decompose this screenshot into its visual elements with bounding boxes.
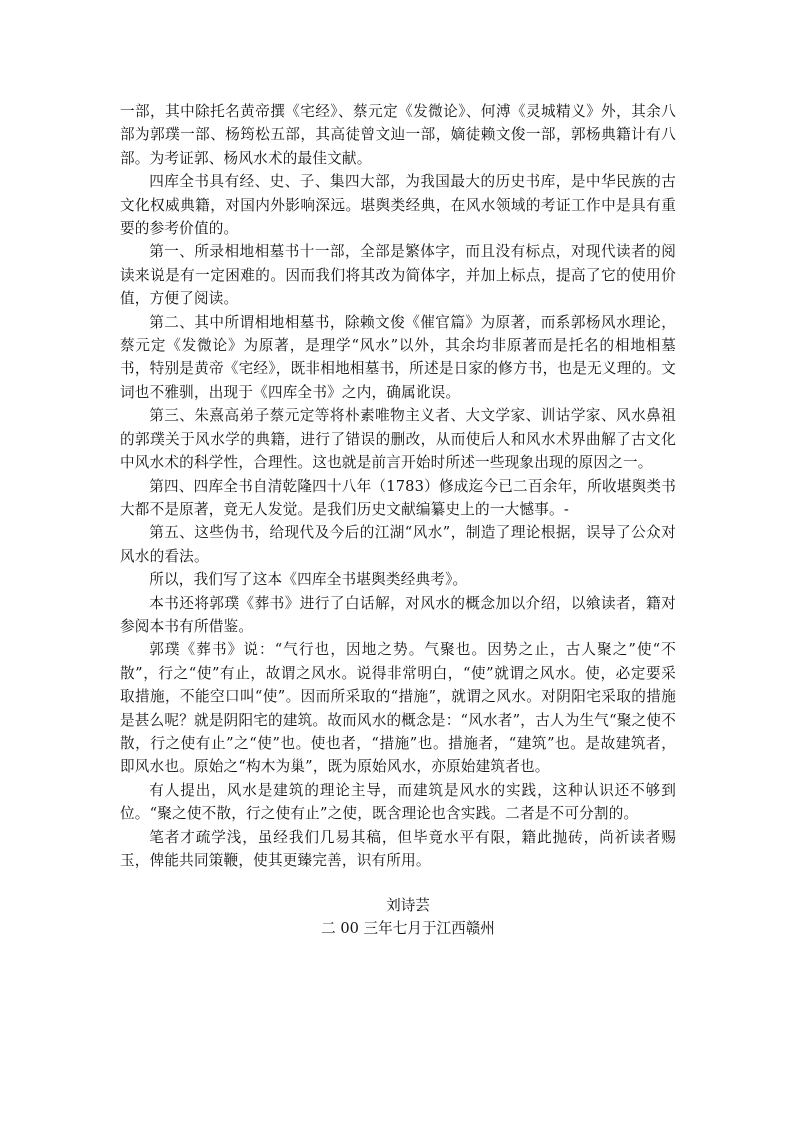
- document-page: [120, 100, 676, 940]
- paragraph-point-four: 第四、四库全书自清乾隆四十八年（1783）修成迄今已二百余年，所收堪舆类书大都不是原著，竟无人发觉。是我们历史文献编纂史上的一大憾事。-: [120, 477, 676, 518]
- paragraph-book-content: 本书还将郭璞《葬书》进行了白话解，对风水的概念加以介绍，以飨读者，籍对参阅本书有所借鉴。: [120, 594, 676, 635]
- paragraph-siku-intro: 四库全书具有经、史、子、集四大部，为我国最大的历史书库，是中华民族的古文化权威典籍，对国内外影响深远。堪舆类经典，在风水领域的考证工作中是具有重要的参考价值的。: [120, 173, 676, 238]
- signature-spacer: [120, 872, 676, 894]
- paragraph-author-note: 笔者才疏学浅，虽经我们几易其稿，但毕竟水平有限，籍此抛砖，尚祈读者赐玉，俾能共同策鞭，使其更臻完善，识有所用。: [120, 828, 676, 869]
- paragraph-point-two: 第二、其中所谓相地相墓书，除赖文俊《催官篇》为原著，而系郭杨风水理论，蔡元定《发微论》为原著，是理学“风水”以外，其余均非原著而是托名的相地相墓书，特别是黄帝《宅经》，既非相地相墓书，所述是日家的修方书，也是无义理的。文词也不雅驯，出现于《四库全书》之内，确属讹误。: [120, 313, 676, 401]
- paragraph-point-three: 第三、朱熹高弟子蔡元定等将朴素唯物主义者、大文学家、训诂学家、风水鼻祖的郭璞关于风水学的典籍，进行了错误的删改，从而使后人和风水术界曲解了古文化中风水术的科学性，合理性。这也就是前言开始时所述一些现象出现的原因之一。: [120, 407, 676, 472]
- paragraph-continuation: 一部，其中除托名黄帝撰《宅经》、蔡元定《发微论》、何溥《灵城精义》外，其余八部为郭璞一部、杨筠松五部，其高徒曾文辿一部，嫡徒赖文俊一部，郭杨典籍计有八部。为考证郭、杨风水术的最佳文献。: [120, 103, 676, 167]
- paragraph-point-one: 第一、所录相地相墓书十一部，全部是繁体字，而且没有标点，对现代读者的阅读来说是有一定困难的。因而我们将其改为简体字，并加上标点，提高了它的使用价值，方便了阅读。: [120, 243, 676, 308]
- paragraph-book-purpose: 所以，我们写了这本《四库全书堪舆类经典考》。: [149, 571, 468, 589]
- signature-author: 刘诗芸: [386, 897, 430, 915]
- paragraph-point-five: 第五、这些伪书，给现代及今后的江湖“风水”，制造了理论根据，误导了公众对风水的看法。: [120, 524, 676, 565]
- paragraph-fengshui-concept: 郭璞《葬书》说：“气行也，因地之势。气聚也。因势之止，古人聚之”使“不散”，行之“使”有止，故谓之风水。说得非常明白，“使”就谓之风水。使，必定要采取措施，不能空口叫“使”。因而所采取的“措施”，就谓之风水。对阴阳宅采取的措施是甚么呢？就是阴阳宅的建筑。故而风水的概念是：“风水者”，古人为生气“聚之使不散，行之使有止”之“使”也。使也者，“措施”也。措施者，“建筑”也。是故建筑者，即风水也。原始之“构木为巢”，既为原始风水，亦原始建筑者也。: [120, 641, 676, 776]
- paragraph-theory-practice: 有人提出，风水是建筑的理论主导，而建筑是风水的实践，这种认识还不够到位。“聚之使不散，行之使有止”之使，既含理论也含实践。二者是不可分割的。: [120, 781, 676, 823]
- signature-date-place: 二 00 三年七月于江西赣州: [321, 920, 495, 938]
